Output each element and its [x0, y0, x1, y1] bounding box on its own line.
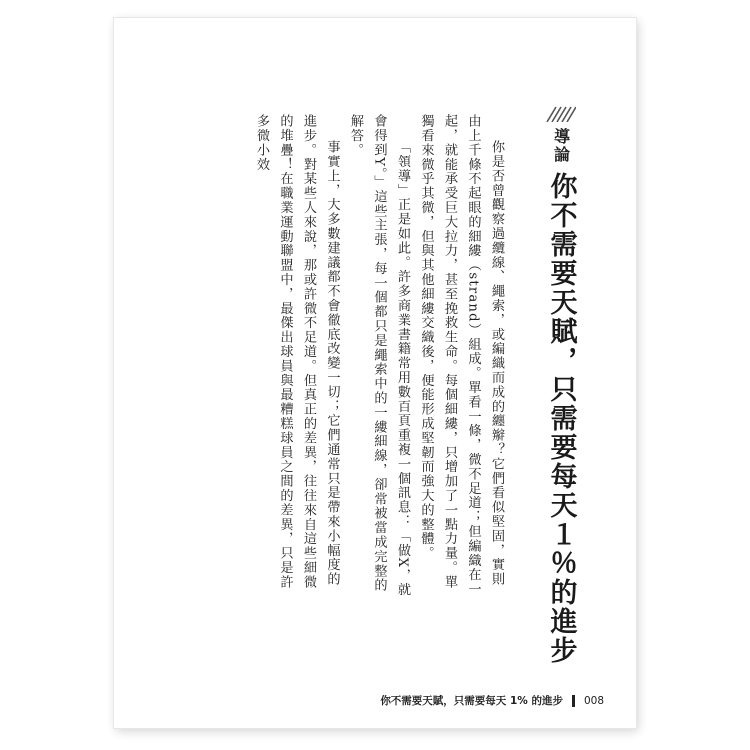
hatch-decoration-icon — [546, 106, 576, 122]
body-paragraph: 事實上，大多數建議都不會徹底改變一切；它們通常只是帶來小幅度的進步。對某些人來說，那或許微不足道。但真正的差異，往往來自這些細微的堆疊！在職業運動聯盟中，最傑出球員與最糟糕球員之間的差異，只是許多微小效 — [254, 114, 340, 590]
chapter-heading — [546, 106, 576, 665]
running-title: 你不需要天賦，只需要每天 1% 的進步 — [380, 695, 563, 707]
body-text — [250, 114, 509, 600]
page-footer — [380, 693, 604, 708]
footer-separator — [572, 695, 575, 707]
body-paragraph: 你是否曾觀察過纜線、繩索，或編織而成的纏辮？它們看似堅固，實則由上千條不起眼的細縷（strand）組成。單看一條，微不足道；但編織在一起，就能承受巨大拉力，甚至挽救生命。每個細縷，只增加了一點力量。單獨看來微乎其微，但與其他細縷交織後，便能形成堅韌而強大的整體。 — [418, 114, 504, 597]
page-number: 008 — [583, 694, 604, 707]
body-paragraph: 「領導」正是如此。許多商業書籍常用數百頁重複一個訊息：「做X，就會得到Y。」這些主張，每一個都只是繩索中的一縷細線，卻常被當成完整的解答。 — [348, 114, 410, 598]
chapter-label: 導論 — [551, 128, 571, 164]
chapter-title: 你不需要天賦，只需要每天１％的進步 — [545, 172, 577, 665]
book-page — [114, 18, 636, 728]
